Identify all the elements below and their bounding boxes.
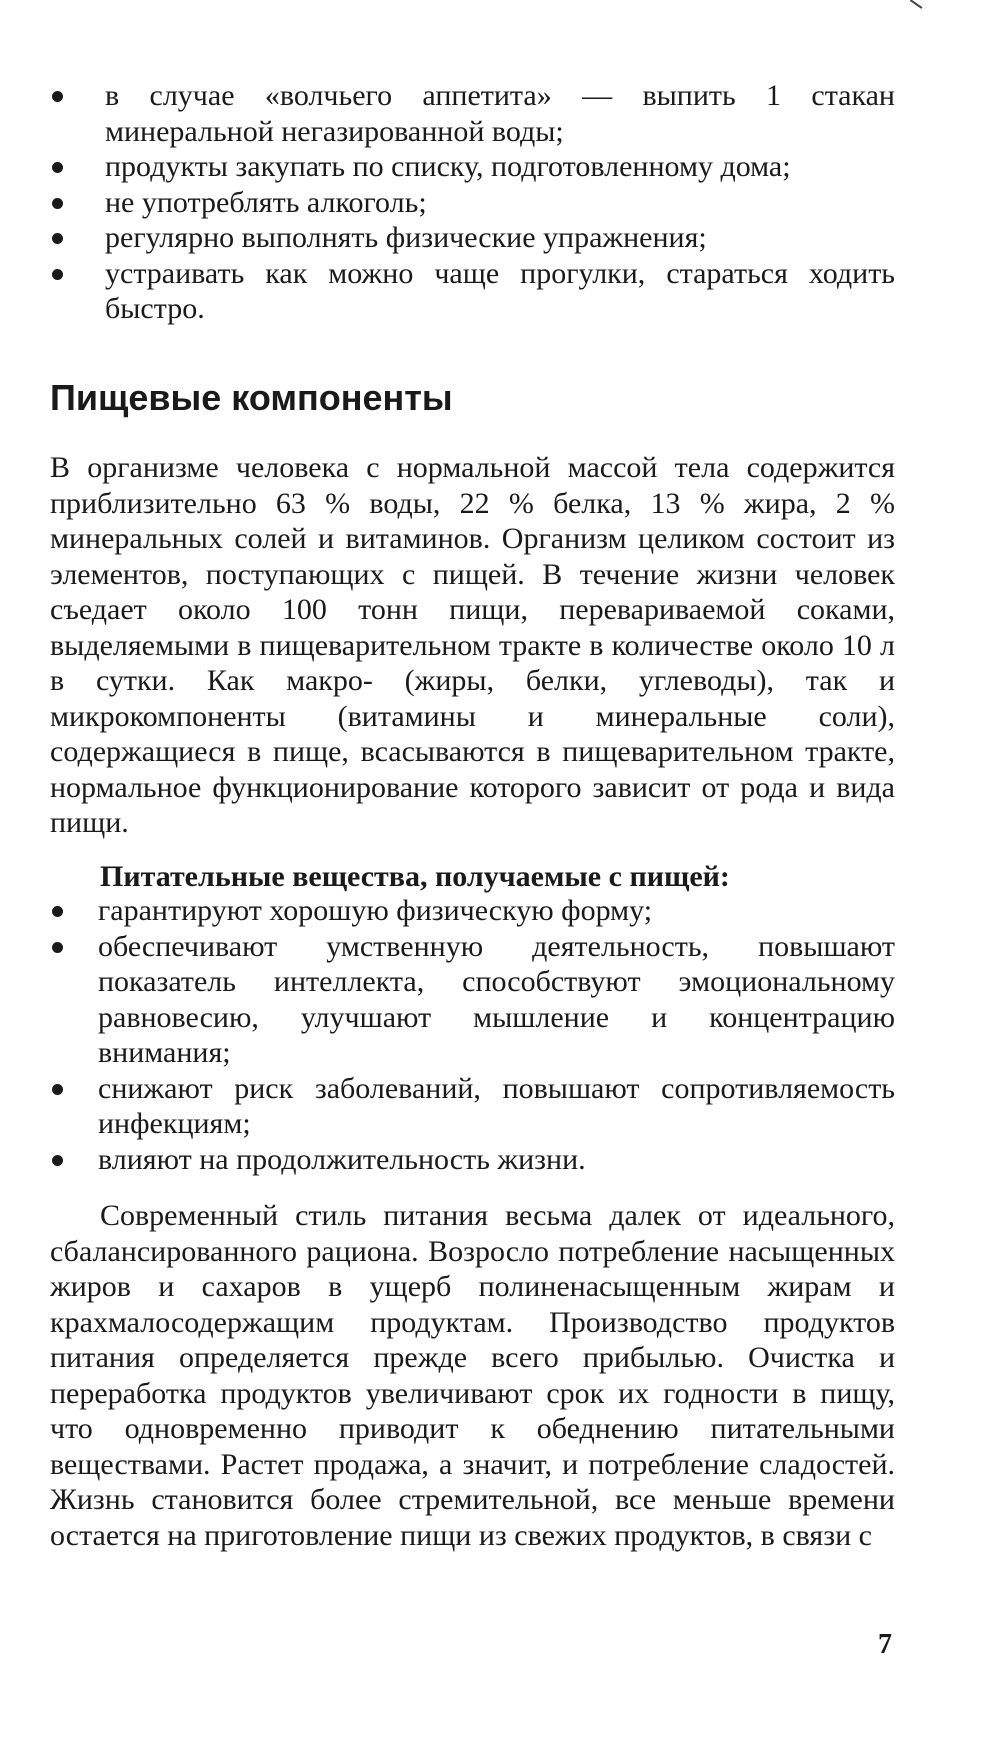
modern-diet-paragraph: Современный стиль питания весьма далек от идеального, сбалансированного рациона. Возросло потребление насыщенных жиров и сахаров в ущерб полиненасыщенным жирам и крахмалосодержащим продуктам. Производство продуктов питания определяется прежде всего прибылью. Очистка и переработка продуктов увеличивают срок их годности в пищу, что одновременно приводит к обеднению питательными веществами. Растет продажа, а значит, и потребление сладостей. Жизнь становится более стремительной, все меньше времени остается на приготовление пищи из свежих продуктов, в связи с [50, 1199, 895, 1552]
list-item: продукты закупать по списку, подготовленному дома; [50, 149, 895, 185]
list-item: не употреблять алкоголь; [50, 185, 895, 221]
bullet-icon [52, 91, 63, 102]
intro-paragraph: В организме человека с нормальной массой тела содержится приблизительно 63 % воды, 22 % белка, 13 % жира, 2 % минеральных солей и витаминов. Организм целиком состоит из элементов, поступающих с пищей. В течение жизни человек съедает около 100 тонн пищи, перевариваемой соками, выделяемыми в пищеварительном тракте в количестве около 10 л в сутки. Как макро- (жиры, белки, углеводы), так и микрокомпоненты (витамины и минеральные соли), содержащиеся в пище, всасываются в пищеварительном тракте, нормальное функционирование которого зависит от рода и вида пищи. [50, 451, 895, 839]
bullet-icon [52, 906, 63, 917]
diet-tips-list [50, 78, 895, 327]
bullet-icon [52, 269, 63, 280]
list-item: регулярно выполнять физические упражнения; [50, 220, 895, 256]
bullet-icon [52, 233, 63, 244]
list-item: в случае «волчьего аппетита» — выпить 1 стакан минеральной негазированной воды; [50, 78, 895, 149]
list-item: обеспечивают умственную деятельность, повышают показатель интеллекта, способствуют эмоциональному равновесию, улучшают мышление и концентрацию внимания; [50, 929, 895, 1071]
list-item: снижают риск заболеваний, повышают сопротивляемость инфекциям; [50, 1071, 895, 1142]
bullet-icon [52, 1155, 63, 1166]
list-item: влияют на продолжительность жизни. [50, 1142, 895, 1178]
list-item: гарантируют хорошую физическую форму; [50, 893, 895, 929]
bullet-icon [52, 162, 63, 173]
section-title: Пищевые компоненты [50, 377, 453, 418]
list-item: устраивать как можно чаще прогулки, стараться ходить быстро. [50, 256, 895, 327]
bullet-icon [52, 198, 63, 209]
scan-corner-mark [910, 0, 928, 9]
page-number: 7 [878, 1629, 892, 1660]
bullet-icon [52, 1084, 63, 1095]
nutrients-subheading: Питательные вещества, получаемые с пищей: [100, 860, 730, 893]
nutrients-list [50, 893, 895, 1177]
bullet-icon [52, 942, 63, 953]
